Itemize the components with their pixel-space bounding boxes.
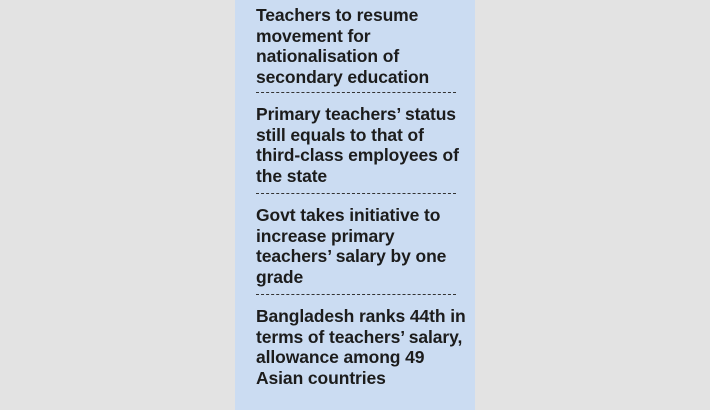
headline-4[interactable]: Bangladesh ranks 44th in terms of teachers’ salary, allowance among 49 Asian countries — [256, 306, 466, 388]
headline-2[interactable]: Primary teachers’ status still equals to that of third-class employees of the state — [256, 104, 459, 186]
headline-3[interactable]: Govt takes initiative to increase primary teachers’ salary by one grade — [256, 205, 447, 287]
dashed-divider — [256, 294, 456, 295]
dashed-divider — [256, 193, 456, 194]
dashed-divider — [256, 92, 456, 93]
headlines-panel — [235, 0, 475, 410]
headline-1[interactable]: Teachers to resume movement for nationalisation of secondary education — [256, 5, 430, 87]
